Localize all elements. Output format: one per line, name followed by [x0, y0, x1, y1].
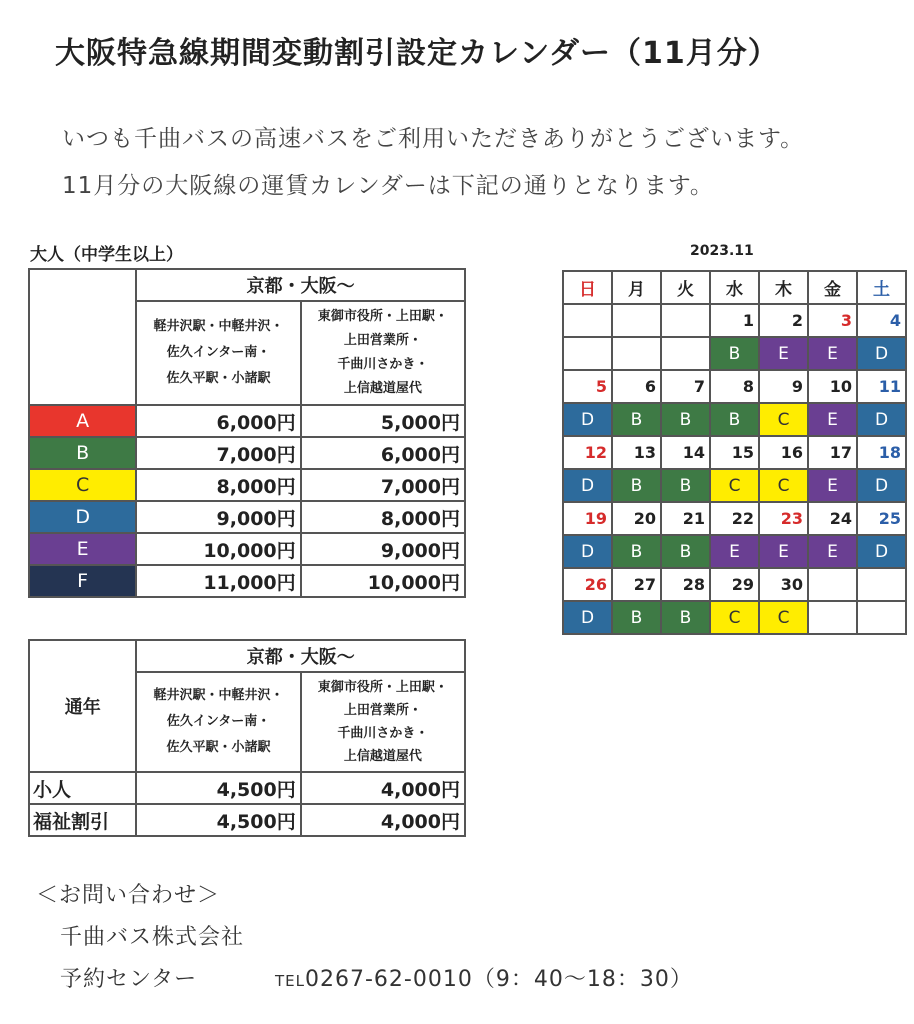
station-group-2: 東御市役所・上田駅・ 上田営業所・ 千曲川さかき・ 上信越道屋代 — [301, 672, 465, 772]
calendar-date — [563, 304, 612, 337]
calendar-code-row — [563, 469, 906, 502]
fare-price-group-2: 9,000円 — [301, 533, 465, 565]
fare-class-cell: D — [857, 337, 906, 370]
calendar-date: 7 — [661, 370, 710, 403]
calendar-date: 22 — [710, 502, 759, 535]
fare-price-group-1: 6,000円 — [136, 405, 300, 437]
calendar-date — [661, 304, 710, 337]
fare-class-cell — [563, 337, 612, 370]
fare-class-cell: B — [612, 403, 661, 436]
fare-price-group-1: 7,000円 — [136, 437, 300, 469]
station-group-2: 東御市役所・上田駅・ 上田営業所・ 千曲川さかき・ 上信越道屋代 — [301, 301, 465, 405]
fare-row — [29, 501, 465, 533]
fare-price-group-2: 6,000円 — [301, 437, 465, 469]
calendar-date: 13 — [612, 436, 661, 469]
calendar-date: 12 — [563, 436, 612, 469]
calendar-date: 5 — [563, 370, 612, 403]
fare-class-cell — [612, 337, 661, 370]
calendar-date-row — [563, 568, 906, 601]
fare-class-cell: B — [612, 469, 661, 502]
fare-class-cell: D — [563, 403, 612, 436]
fare-row — [29, 437, 465, 469]
table-corner — [29, 269, 136, 405]
fare-class-cell — [857, 601, 906, 634]
fare-class-cell: C — [759, 403, 808, 436]
calendar-date: 2 — [759, 304, 808, 337]
calendar-code-row — [563, 535, 906, 568]
fare-class-cell: B — [612, 601, 661, 634]
fare-class-cell: C — [710, 469, 759, 502]
calendar-date: 6 — [612, 370, 661, 403]
fare-class-b: B — [29, 437, 136, 469]
calendar-date: 18 — [857, 436, 906, 469]
fare-price-group-1: 11,000円 — [136, 565, 300, 597]
phone-number — [275, 962, 693, 993]
calendar-date: 29 — [710, 568, 759, 601]
fare-class-e: E — [29, 533, 136, 565]
calendar-date: 28 — [661, 568, 710, 601]
weekday-header: 水 — [710, 271, 759, 304]
calendar-date — [857, 568, 906, 601]
calendar-date: 3 — [808, 304, 857, 337]
fare-class-cell: E — [759, 337, 808, 370]
calendar-date: 26 — [563, 568, 612, 601]
weekday-header: 火 — [661, 271, 710, 304]
weekday-header: 月 — [612, 271, 661, 304]
fare-row — [29, 804, 465, 836]
fare-class-cell: D — [563, 601, 612, 634]
fare-class-cell: D — [563, 535, 612, 568]
calendar-date: 16 — [759, 436, 808, 469]
fare-price-group-1: 4,500円 — [136, 804, 300, 836]
fare-category: 福祉割引 — [29, 804, 136, 836]
calendar-code-row — [563, 337, 906, 370]
calendar-code-row — [563, 403, 906, 436]
weekday-header: 日 — [563, 271, 612, 304]
fare-class-cell: D — [563, 469, 612, 502]
weekday-header: 金 — [808, 271, 857, 304]
destination-header: 京都・大阪～ — [136, 269, 465, 301]
fare-class-cell: B — [710, 337, 759, 370]
tel-value: 0267-62-0010（9：40～18：30） — [305, 967, 693, 992]
fare-price-group-2: 4,000円 — [301, 772, 465, 804]
fare-class-cell: C — [759, 469, 808, 502]
fare-class-cell: C — [710, 601, 759, 634]
calendar-date: 27 — [612, 568, 661, 601]
fare-class-cell: B — [710, 403, 759, 436]
fare-class-cell: C — [759, 601, 808, 634]
fare-class-cell: D — [857, 403, 906, 436]
fare-row — [29, 565, 465, 597]
tel-label: TEL — [275, 972, 305, 990]
calendar-date: 1 — [710, 304, 759, 337]
fare-price-group-1: 9,000円 — [136, 501, 300, 533]
fare-class-cell: E — [759, 535, 808, 568]
fare-row — [29, 405, 465, 437]
calendar-date: 25 — [857, 502, 906, 535]
calendar-date: 20 — [612, 502, 661, 535]
calendar-date: 8 — [710, 370, 759, 403]
fare-category: 小人 — [29, 772, 136, 804]
fare-class-cell: D — [857, 535, 906, 568]
calendar-date-row — [563, 304, 906, 337]
fare-class-a: A — [29, 405, 136, 437]
calendar-code-row — [563, 601, 906, 634]
adult-fare-table — [28, 268, 466, 598]
calendar-date-row — [563, 502, 906, 535]
page-title: 大阪特急線期間変動割引設定カレンダー（11月分） — [55, 36, 779, 71]
calendar-date — [808, 568, 857, 601]
station-group-1: 軽井沢駅・中軽井沢・ 佐久インター南・ 佐久平駅・小諸駅 — [136, 301, 300, 405]
calendar-date-row — [563, 436, 906, 469]
calendar-date — [612, 304, 661, 337]
fare-price-group-1: 10,000円 — [136, 533, 300, 565]
fare-calendar — [562, 270, 907, 635]
reservation-center: 予約センター — [60, 967, 198, 992]
contact-heading: ＜お問い合わせ＞ — [36, 883, 221, 908]
calendar-date: 14 — [661, 436, 710, 469]
fare-row — [29, 469, 465, 501]
fare-class-cell: E — [808, 403, 857, 436]
calendar-date: 15 — [710, 436, 759, 469]
calendar-date: 24 — [808, 502, 857, 535]
fare-class-cell: E — [710, 535, 759, 568]
fare-price-group-2: 10,000円 — [301, 565, 465, 597]
fare-class-cell: E — [808, 469, 857, 502]
calendar-date: 4 — [857, 304, 906, 337]
calendar-date: 21 — [661, 502, 710, 535]
fare-class-cell: B — [612, 535, 661, 568]
company-name: 千曲バス株式会社 — [60, 925, 245, 950]
fare-class-cell — [808, 601, 857, 634]
calendar-date: 11 — [857, 370, 906, 403]
calendar-date: 10 — [808, 370, 857, 403]
fare-class-c: C — [29, 469, 136, 501]
calendar-date: 9 — [759, 370, 808, 403]
fare-row — [29, 772, 465, 804]
fare-class-d: D — [29, 501, 136, 533]
fare-class-cell: E — [808, 535, 857, 568]
adult-table-label: 大人（中学生以上） — [30, 245, 183, 265]
intro-line-1: いつも千曲バスの高速バスをご利用いただきありがとうございます。 — [62, 126, 805, 152]
weekday-header: 木 — [759, 271, 808, 304]
calendar-date-row — [563, 370, 906, 403]
fare-price-group-1: 4,500円 — [136, 772, 300, 804]
fare-price-group-2: 8,000円 — [301, 501, 465, 533]
fare-class-cell: B — [661, 601, 710, 634]
calendar-date: 23 — [759, 502, 808, 535]
fare-class-cell: B — [661, 535, 710, 568]
station-group-1: 軽井沢駅・中軽井沢・ 佐久インター南・ 佐久平駅・小諸駅 — [136, 672, 300, 772]
fare-class-cell: B — [661, 469, 710, 502]
fare-class-f: F — [29, 565, 136, 597]
fare-class-cell: D — [857, 469, 906, 502]
calendar-date: 30 — [759, 568, 808, 601]
fare-price-group-2: 7,000円 — [301, 469, 465, 501]
fare-price-group-2: 4,000円 — [301, 804, 465, 836]
intro-line-2: 11月分の大阪線の運賃カレンダーは下記の通りとなります。 — [62, 173, 714, 199]
calendar-date: 17 — [808, 436, 857, 469]
fare-price-group-2: 5,000円 — [301, 405, 465, 437]
fare-class-cell: B — [661, 403, 710, 436]
fare-class-cell: E — [808, 337, 857, 370]
fare-class-cell — [661, 337, 710, 370]
fare-row — [29, 533, 465, 565]
year-round-label: 通年 — [29, 640, 136, 772]
calendar-date: 19 — [563, 502, 612, 535]
year-round-table — [28, 639, 466, 837]
destination-header: 京都・大阪～ — [136, 640, 465, 672]
weekday-header: 土 — [857, 271, 906, 304]
fare-price-group-1: 8,000円 — [136, 469, 300, 501]
calendar-caption: 2023.11 — [690, 243, 754, 259]
